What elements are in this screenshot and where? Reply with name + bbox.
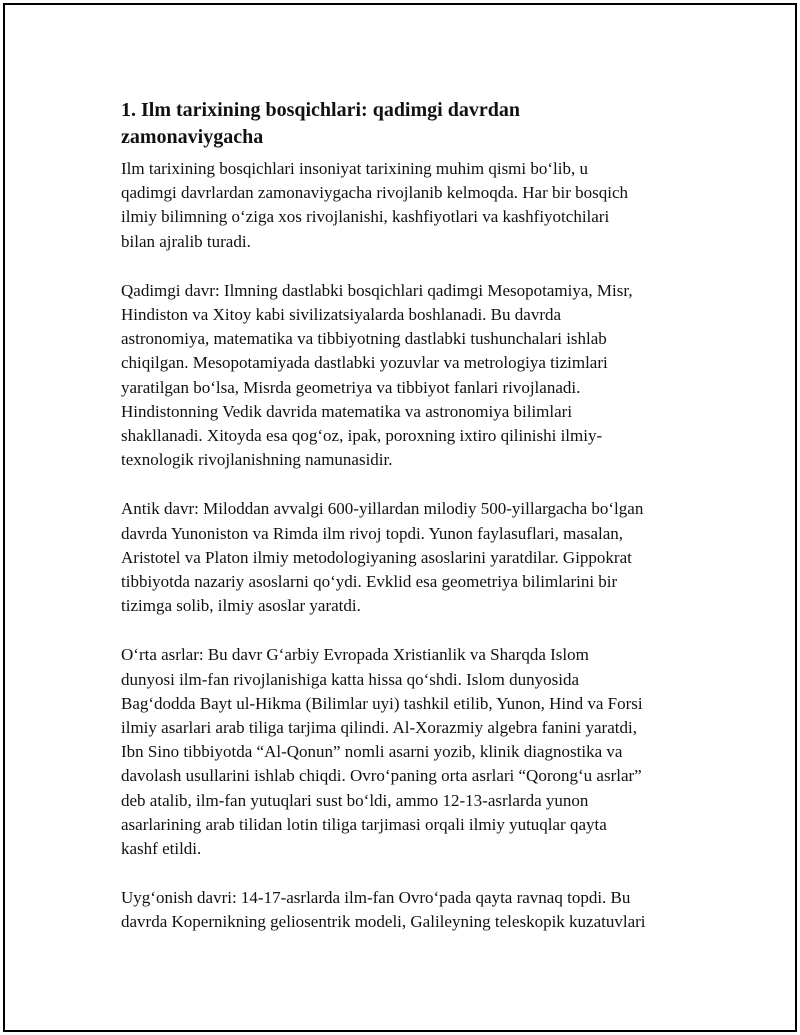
text-line: dunyosi ilm-fan rivojlanishiga katta hissa qo‘shdi. Islom dunyosida <box>121 669 580 689</box>
text-line: kashf etildi. <box>121 839 202 859</box>
document-page <box>3 3 797 1032</box>
text-line: tizimga solib, ilmiy asoslar yaratdi. <box>121 596 361 616</box>
text-line: Aristotel va Platon ilmiy metodologiyaning asoslarini yaratdilar. Gippokrat <box>121 547 632 567</box>
document-content <box>121 97 701 960</box>
text-line: deb atalib, ilm-fan yutuqlari sust bo‘ldi, ammo 12-13-asrlarda yunon <box>121 790 589 810</box>
text-line: Hindiston va Xitoy kabi sivilizatsiyalarda boshlanadi. Bu davrda <box>121 305 562 325</box>
text-line: qadimgi davrlardan zamonaviygacha rivojlanib kelmoqda. Har bir bosqich <box>121 183 629 203</box>
text-line: asarlarining arab tilidan lotin tiliga tarjimasi orqali ilmiy yutuqlar qayta <box>121 814 607 834</box>
text-line: shakllanadi. Xitoyda esa qog‘oz, ipak, poroxning ixtiro qilinishi ilmiy- <box>121 426 603 446</box>
text-line: tibbiyotda nazariy asoslarni qo‘ydi. Evklid esa geometriya bilimlarini bir <box>121 572 618 592</box>
text-line: Hindistonning Vedik davrida matematika va astronomiya bilimlari <box>121 401 573 421</box>
text-line: bilan ajralib turadi. <box>121 231 251 251</box>
title-line: zamonaviygacha <box>121 126 264 148</box>
text-line: davrda Yunoniston va Rimda ilm rivoj topdi. Yunon faylasuflari, masalan, <box>121 523 624 543</box>
title-line: 1. Ilm tarixining bosqichlari: qadimgi davrdan <box>121 99 520 121</box>
paragraph-renaissance <box>121 886 701 934</box>
paragraph-middle-ages <box>121 643 701 861</box>
text-line: Qadimgi davr: Ilmning dastlabki bosqichlari qadimgi Mesopotamiya, Misr, <box>121 280 633 300</box>
section-title <box>121 97 701 151</box>
text-line: ilmiy asarlari arab tiliga tarjima qilindi. Al-Xorazmiy algebra fanini yaratdi, <box>121 718 637 738</box>
text-line: davrda Kopernikning geliosentrik modeli, Galileyning teleskopik kuzatuvlari <box>121 912 646 932</box>
text-line: O‘rta asrlar: Bu davr G‘arbiy Evropada Xristianlik va Sharqda Islom <box>121 645 589 665</box>
text-line: Antik davr: Miloddan avvalgi 600-yillardan milodiy 500-yillargacha bo‘lgan <box>121 499 644 519</box>
paragraph-antiquity <box>121 497 701 618</box>
text-line: ilmiy bilimning o‘ziga xos rivojlanishi, kashfiyotlari va kashfiyotchilari <box>121 207 610 227</box>
text-line: texnologik rivojlanishning namunasidir. <box>121 450 393 470</box>
text-line: Bag‘dodda Bayt ul-Hikma (Bilimlar uyi) tashkil etilib, Yunon, Hind va Forsi <box>121 693 643 713</box>
text-line: chiqilgan. Mesopotamiyada dastlabki yozuvlar va metrologiya tizimlari <box>121 353 608 373</box>
text-line: Ibn Sino tibbiyotda “Al-Qonun” nomli asarni yozib, klinik diagnostika va <box>121 742 623 762</box>
text-line: Uyg‘onish davri: 14-17-asrlarda ilm-fan Ovro‘pada qayta ravnaq topdi. Bu <box>121 888 631 908</box>
text-line: davolash usullarini ishlab chiqdi. Ovro‘paning orta asrlari “Qorong‘u asrlar” <box>121 766 642 786</box>
paragraph-intro <box>121 157 701 254</box>
text-line: Ilm tarixining bosqichlari insoniyat tarixining muhim qismi bo‘lib, u <box>121 159 588 178</box>
text-line: yaratilgan bo‘lsa, Misrda geometriya va tibbiyot fanlari rivojlanadi. <box>121 377 581 397</box>
text-line: astronomiya, matematika va tibbiyotning dastlabki tushunchalari ishlab <box>121 329 607 349</box>
paragraph-ancient-era <box>121 279 701 473</box>
